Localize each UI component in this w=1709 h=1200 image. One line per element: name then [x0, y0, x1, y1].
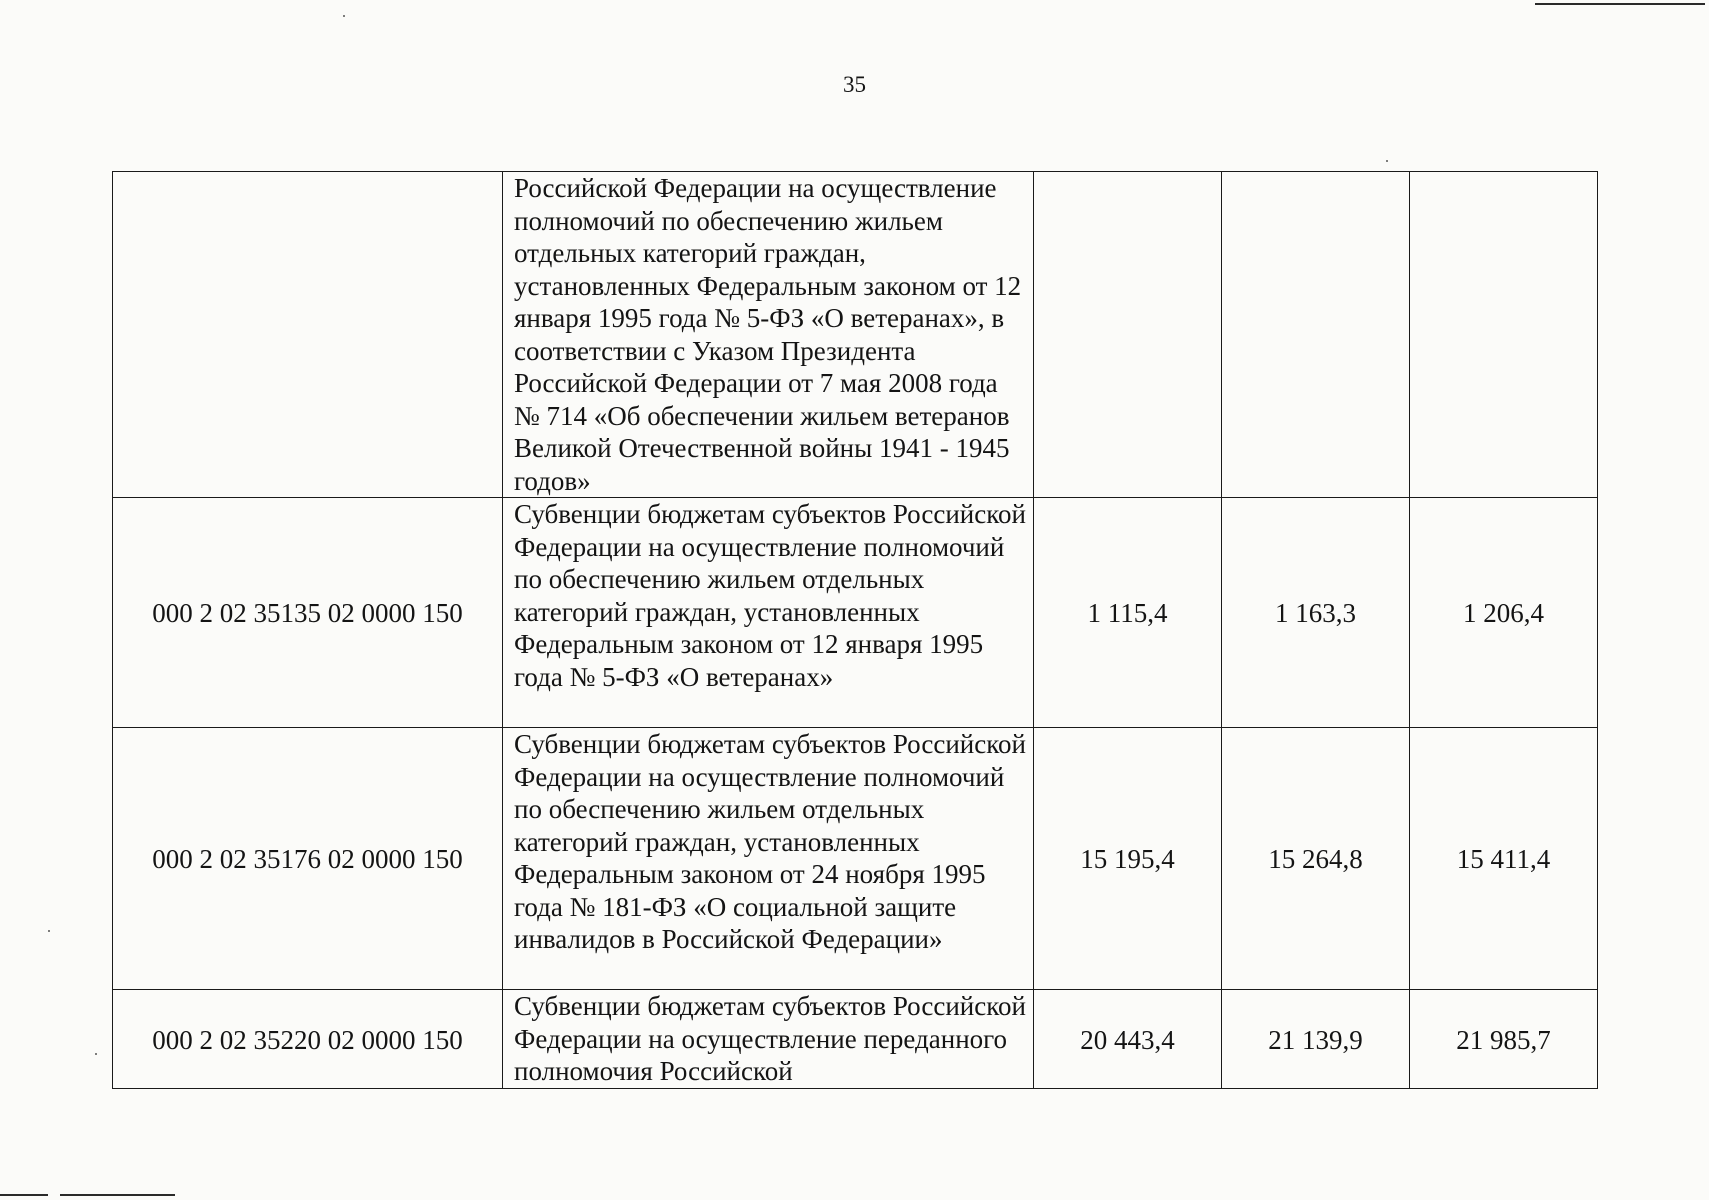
amount-cell-year-1 — [1034, 172, 1222, 498]
budget-table — [112, 171, 1598, 1089]
scan-speck — [343, 15, 345, 17]
amount-cell-year-3: 15 411,4 — [1410, 728, 1598, 990]
table-row — [113, 172, 1598, 498]
scan-edge-line-top-right — [1535, 3, 1705, 5]
table-row — [113, 728, 1598, 990]
amount-cell-year-3: 1 206,4 — [1410, 498, 1598, 728]
table-row — [113, 990, 1598, 1089]
page-number: 35 — [843, 72, 866, 97]
description-cell: Российской Федерации на осуществление полномочий по обеспечению жильем отдельных категорий граждан, установленных Федеральным законом от 12 января 1995 года № 5-ФЗ «О ветеранах», в соответствии с Указом Президента Российской Федерации от 7 мая 2008 года № 714 «Об обеспечении жильем ветеранов Великой Отечественной войны 1941 - 1945 годов» — [503, 172, 1034, 498]
budget-code-cell: 000 2 02 35135 02 0000 150 — [113, 498, 503, 728]
budget-code-cell — [113, 172, 503, 498]
amount-cell-year-2 — [1222, 172, 1410, 498]
scan-speck — [1386, 160, 1388, 162]
description-cell: Субвенции бюджетам субъектов Российской Федерации на осуществление переданного полномочия Российской — [503, 990, 1034, 1089]
budget-code-cell: 000 2 02 35220 02 0000 150 — [113, 990, 503, 1089]
amount-cell-year-1: 15 195,4 — [1034, 728, 1222, 990]
amount-cell-year-2: 15 264,8 — [1222, 728, 1410, 990]
amount-cell-year-3: 21 985,7 — [1410, 990, 1598, 1089]
amount-cell-year-2: 21 139,9 — [1222, 990, 1410, 1089]
scan-edge-line-bottom-left — [0, 1194, 48, 1196]
table-row — [113, 498, 1598, 728]
scan-speck — [48, 930, 50, 932]
amount-cell-year-1: 1 115,4 — [1034, 498, 1222, 728]
scan-speck — [95, 1053, 97, 1055]
description-cell: Субвенции бюджетам субъектов Российской Федерации на осуществление полномочий по обеспечению жильем отдельных категорий граждан, установленных Федеральным законом от 12 января 1995 года № 5-ФЗ «О ветеранах» — [503, 498, 1034, 728]
scan-edge-line-bottom — [60, 1194, 175, 1196]
description-cell: Субвенции бюджетам субъектов Российской Федерации на осуществление полномочий по обеспечению жильем отдельных категорий граждан, установленных Федеральным законом от 24 ноября 1995 года № 181-ФЗ «О социальной защите инвалидов в Российской Федерации» — [503, 728, 1034, 990]
amount-cell-year-1: 20 443,4 — [1034, 990, 1222, 1089]
budget-code-cell: 000 2 02 35176 02 0000 150 — [113, 728, 503, 990]
amount-cell-year-3 — [1410, 172, 1598, 498]
amount-cell-year-2: 1 163,3 — [1222, 498, 1410, 728]
